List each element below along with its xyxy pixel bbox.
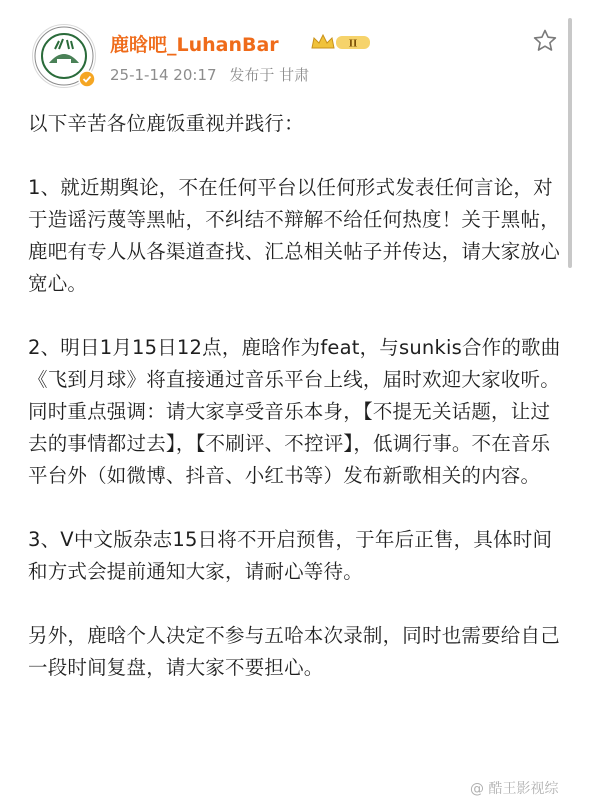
post-paragraph: 以下辛苦各位鹿饭重视并践行： xyxy=(28,112,304,135)
post-paragraph: 3、V中文版杂志15日将不开启预售，于年后正售，具体时间和方式会提前通知大家，请耐心等待。 xyxy=(28,528,553,583)
scrollbar[interactable] xyxy=(568,18,572,268)
post-paragraph: 2、明日1月15日12点，鹿晗作为feat，与sunkis合作的歌曲《飞到月球》将直接通过音乐平台上线，届时欢迎大家收听。同时重点强调：请大家享受音乐本身，【不提无关话题，让过去的事情都过去】，【不刷评、不控评】，低调行事。不在音乐平台外（如微博、抖音、小红书等）发布新歌相关的内容。 xyxy=(28,336,561,487)
author-name[interactable]: 鹿晗吧_LuhanBar xyxy=(110,34,279,56)
crown-badge xyxy=(310,32,374,52)
post-meta xyxy=(110,64,317,85)
post-location: 发布于 甘肃 xyxy=(229,66,310,84)
star-icon[interactable] xyxy=(532,28,558,54)
verified-badge-icon xyxy=(78,70,96,88)
post-paragraph: 1、就近期舆论，不在任何平台以任何形式发表任何言论，对于造谣污蔑等黑帖，不纠结不辩解不给任何热度！关于黑帖，鹿吧有专人从各渠道查找、汇总相关帖子并传达，请大家放心宽心。 xyxy=(28,176,560,295)
post-paragraph: 另外，鹿晗个人决定不参与五哈本次录制，同时也需要给自己一段时间复盘，请大家不要担心。 xyxy=(28,624,560,679)
crown-badge-icon xyxy=(310,32,374,52)
badge-level: II xyxy=(348,37,358,50)
watermark: @ 酷王影视综 xyxy=(470,781,559,797)
post-header xyxy=(20,14,580,94)
post-timestamp: 25-1-14 20:17 xyxy=(110,66,217,84)
post-body xyxy=(28,108,568,716)
